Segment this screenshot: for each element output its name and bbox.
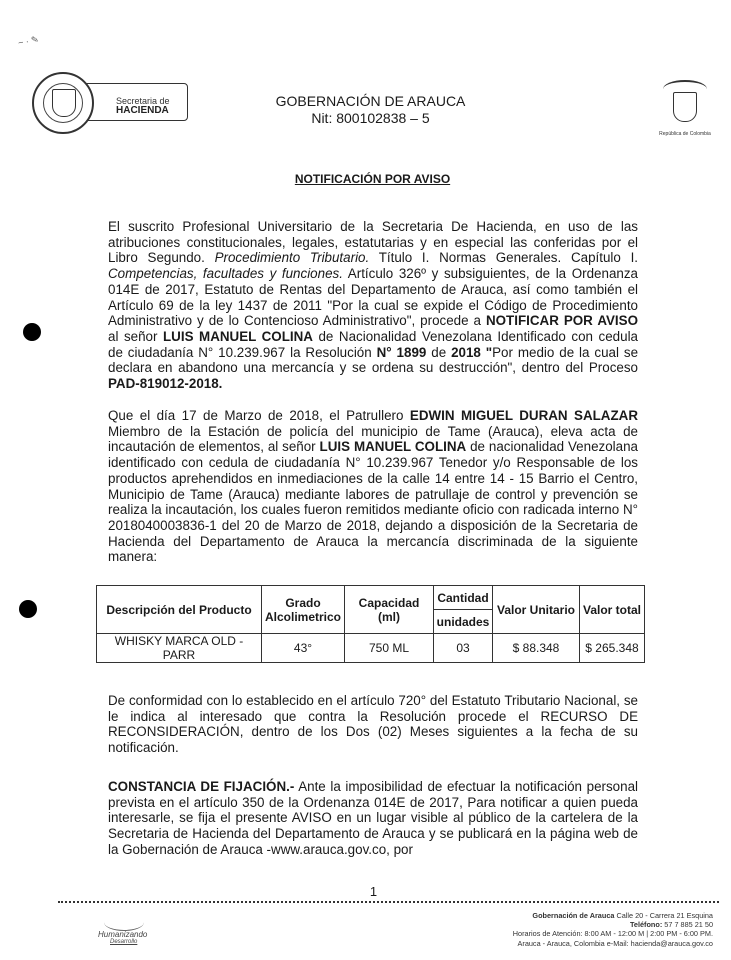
text-bold: Teléfono: [629, 920, 663, 930]
header-unidades: unidades [434, 610, 493, 634]
page-number-text: 1 [369, 884, 378, 899]
header-cantidad: Cantidad [434, 586, 493, 610]
officer-name: EDWIN MIGUEL DURAN SALAZAR [409, 408, 638, 423]
header-descripcion: Descripción del Producto [97, 586, 262, 634]
handwritten-mark: ~ · ✎ [17, 33, 40, 49]
merchandise-table [96, 585, 645, 663]
text: de nacionalidad Venezolana identificado con cedula de ciudadanía N° 10.239.967 Tenedor y/o Responsable de los productos aprehendidos en inmediaciones de la calle 14 entre 14 - 15 Barrio el Centro, Municipio de Tame (Arauca) mediante labores de patrullaje de control y prevención se realiza la incautación, los cuales fueron remitidos mediante oficio con radicada interno N° 2018040003836-1 del 20 de Marzo de 2018, dejando a disposición de la Secretaria de Hacienda del Departamento de Arauca la mercancía discriminada de la siguiente manera: [108, 439, 638, 565]
organization-name: GOBERNACIÓN DE ARAUCA [275, 93, 466, 109]
humanizando-desarrollo-logo [96, 912, 186, 946]
figure-icon [104, 914, 144, 931]
footer-email: Arauca - Arauca, Colombia e-Mail: hacienda@arauca.gov.co [517, 938, 713, 948]
cell-unidades: 03 [434, 634, 493, 663]
punch-hole [19, 600, 37, 618]
logo-line2: Desarrollo [110, 939, 138, 945]
text-italic: Competencias, facultades y funciones. [108, 266, 343, 282]
paragraph-2 [108, 408, 638, 565]
text: Calle 20 - Carrera 21 Esquina [614, 911, 713, 920]
header-grado: Grado Alcolimetrico [262, 586, 345, 634]
cell-valor-total: $ 265.348 [580, 634, 645, 663]
cell-valor-unitario: $ 88.348 [493, 634, 580, 663]
document-title-text: NOTIFICACIÓN POR AVISO [294, 172, 451, 186]
logo-line2: HACIENDA [116, 105, 169, 116]
person-name: LUIS MANUEL COLINA [163, 328, 313, 344]
document-title [0, 172, 731, 186]
logo-line1: Secretaria de [116, 96, 170, 106]
footer-divider [58, 901, 719, 903]
punch-hole [23, 323, 41, 341]
cell-grado: 43° [262, 634, 345, 663]
header-valor-total: Valor total [580, 586, 645, 634]
text-bold: Gobernación de Arauca [532, 911, 615, 920]
organization-nit: Nit: 800102838 – 5 [311, 110, 430, 126]
person-name: LUIS MANUEL COLINA [319, 439, 467, 455]
header-valor-unitario: Valor Unitario [493, 586, 580, 634]
process-id: PAD-819012-2018. [108, 376, 223, 392]
text: 57 7 885 21 50 [662, 920, 713, 930]
section-label: CONSTANCIA DE FIJACIÓN.- [108, 779, 295, 794]
footer-contact-info [380, 911, 713, 948]
text: Que el día 17 de Marzo de 2018, el Patrullero [108, 408, 410, 423]
text: El suscrito Profesional Universitario de la Secretaria De Hacienda, en uso de las atribuciones constitucionales, legales, estatutarias y en especial las conferidas por el Libro Segundo. [108, 219, 638, 266]
resolution-year: 2018 " [451, 344, 493, 360]
text: de [426, 344, 452, 360]
text: Por medio de la cual se declara en abandono una mercancía y se ordena su destrucción", dentro del Proceso [108, 344, 639, 376]
footer-hours: Horarios de Atención: 8:00 AM - 12:00 M | 2:00 PM - 6:00 PM. [512, 929, 713, 939]
logo-line1: Humanizando [98, 930, 148, 939]
header-title [0, 93, 731, 127]
paragraph-3: De conformidad con lo establecido en el artículo 720° del Estatuto Tributario Nacional, se le indica al interesado que contra la Resolución procede el RECURSO DE RECONSIDERACIÓN, dentro de los Dos (02) Meses siguientes a la fecha de su notificación. [108, 693, 638, 756]
colombia-crest-logo [657, 78, 713, 140]
footer-phone [380, 920, 713, 929]
text: al señor [108, 328, 163, 344]
cell-descripcion: WHISKY MARCA OLD - PARR [97, 634, 262, 663]
text: de Nacionalidad Venezolana Identificado con cedula de ciudadanía N° 10.239.967 la Resolución [108, 328, 639, 360]
paragraph-1 [108, 219, 638, 392]
page-number [0, 884, 731, 899]
text: Título I. Normas Generales. Capítulo I. [369, 250, 639, 266]
resolution-number: N° 1899 [376, 344, 427, 360]
header-capacidad: Capacidad (ml) [345, 586, 434, 634]
crest-caption: República de Colombia [659, 131, 711, 137]
cell-capacidad: 750 ML [345, 634, 434, 663]
footer-address [380, 911, 713, 920]
table-row [97, 634, 645, 663]
text: Ante la imposibilidad de efectuar la notificación personal prevista en el artículo 350 de la Ordenanza 014E de 2017, Para notificar a quien pueda interesarle, se fija el presente AVISO en un lugar visible al público de la cartelera de la Secretaria de Hacienda del Departamento de Arauca y se publicará en la página web de la Gobernación de Arauca -www.arauca.gov.co, por [108, 779, 638, 857]
paragraph-4 [108, 779, 638, 858]
text-bold: NOTIFICAR POR AVISO [485, 313, 638, 329]
text: Artículo 326º y subsiguientes, de la Ordenanza 014E de 2017, Estatuto de Rentas del Departamento de Arauca, así como también el Artículo 69 de la ley 1437 de 2011 "Por la cual se expide el Código de Procedimiento Administrativo y de lo Contencioso Administrativo", procede a [108, 266, 638, 329]
text-italic: Procedimiento Tributario. [214, 250, 370, 266]
text: Miembro de la Estación de policía del municipio de Tame (Arauca), eleva acta de incautación de elementos, al señor [108, 423, 638, 455]
shield-icon [673, 92, 697, 122]
